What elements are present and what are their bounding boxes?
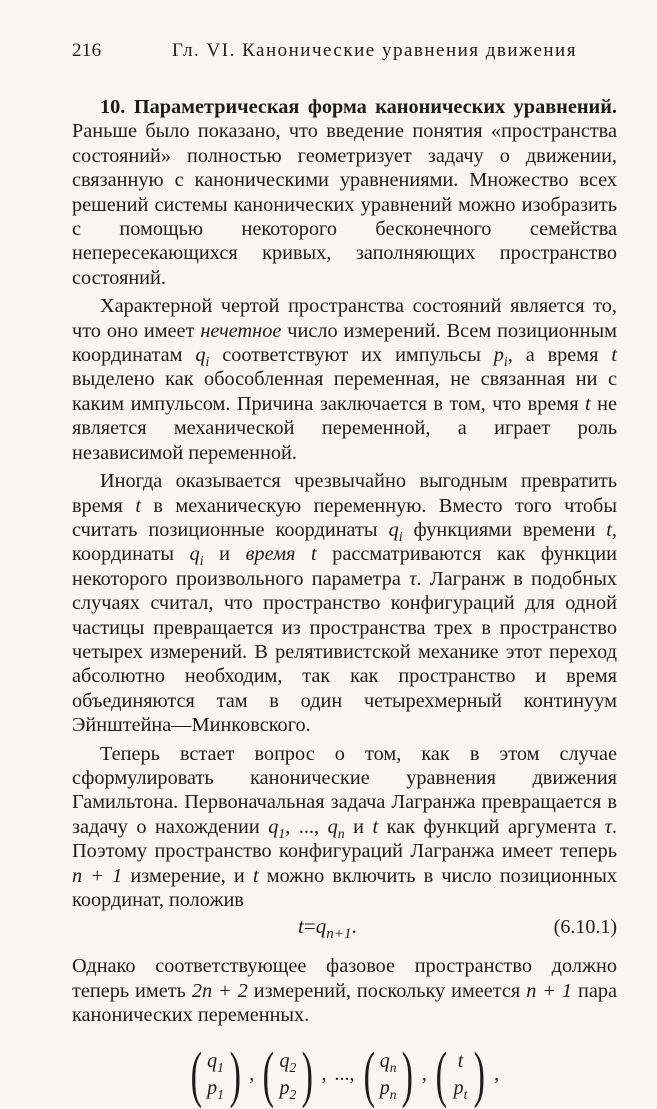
main-text bbox=[72, 95, 618, 1109]
math-p-i: $p_i$ bbox=[493, 344, 508, 370]
math-q-i: $q_i$ bbox=[189, 543, 204, 569]
canonical-pairs: ( $q_1$ $p_1$ ) , ( $q_2$ $p_2$ ) , ..., ( $q_n$ $p_n$ ) , ( t $p_t$ ) , bbox=[72, 1046, 617, 1104]
vector-q1-p1: ( $q_1$ $p_1$ ) bbox=[190, 1040, 241, 1109]
math-t: t bbox=[611, 344, 618, 367]
paragraph-1 bbox=[72, 95, 617, 290]
math-q-i: $q_i$ bbox=[388, 518, 403, 544]
vector-t-pt: ( t $p_t$ ) bbox=[435, 1040, 486, 1109]
emphasis-odd: нечетное bbox=[200, 319, 282, 342]
math-tau: τ bbox=[604, 815, 612, 838]
math-n-plus-1: n + 1 bbox=[72, 864, 123, 887]
emphasis-time: время bbox=[245, 543, 296, 566]
math-q-1: $q_1$ bbox=[268, 815, 286, 841]
paragraph-4: Теперь встает вопрос о том, как в этом случае сформулировать канонические уравнения движения Гамильтона. Первоначальная задача Лагранжа превращается в задачу о нахождении $q_1$, ..., $q_n$ и t как функций аргумента τ. Поэтому пространство конфигураций Лагранжа имеет теперь n + 1 измерение, и t можно включить в число позиционных координат, положив bbox=[72, 742, 617, 911]
math-t: t bbox=[372, 815, 379, 838]
math-t: t bbox=[135, 494, 141, 517]
vector-qn-pn: ( $q_n$ $p_n$ ) bbox=[363, 1040, 414, 1109]
paragraph-2: Характерной чертой пространства состояний является то, что оно имеет нечетное число измерений. Всем позиционным координатам $q_i$ соответствуют их импульсы $p_i$, а время t выделено как обособленная переменная, не связанная ни с каким импульсом. Причина заключается в том, что время t не является механической переменной, а играет роль независимой переменной. bbox=[72, 295, 618, 464]
running-title: Гл. VI. Канонические уравнения движения bbox=[172, 40, 577, 61]
math-q-i: $q_i$ bbox=[195, 344, 210, 370]
math-2n-plus-2: 2n + 2 bbox=[191, 979, 248, 1002]
math-n-plus-1: n + 1 bbox=[526, 979, 573, 1002]
section-heading: 10. Параметрическая форма канонических уравнений. bbox=[100, 96, 617, 118]
paragraph-1-text: Раньше было показано, что введение понятия «пространства состояний» полностью геометризует задачу о движении, связанную с каноническими уравнениями. Множество всех решений системы канонических уравнений можно изобразить с помощью некоторого бесконечного семейства непересекающихся кривых, заполняющих пространство состояний. bbox=[72, 120, 617, 289]
vector-q2-p2: ( $q_2$ $p_2$ ) bbox=[262, 1040, 313, 1109]
equation-number: (6.10.1) bbox=[553, 916, 617, 939]
math-t: t bbox=[252, 864, 259, 887]
math-t: t bbox=[311, 543, 317, 566]
math-tau: τ bbox=[409, 567, 417, 590]
equation-expression: $t=q_{n+1}$. bbox=[298, 914, 357, 943]
equation-6-10-1 bbox=[72, 914, 617, 944]
page-number: 216 bbox=[72, 40, 102, 61]
page bbox=[72, 40, 618, 1109]
paragraph-5: Однако соответствующее фазовое пространство должно теперь иметь 2n + 2 измерений, поскольку имеется n + 1 пара канонических переменных. bbox=[72, 955, 617, 1027]
math-q-n: $q_n$ bbox=[327, 815, 345, 841]
math-t: t bbox=[606, 518, 612, 541]
running-header bbox=[72, 40, 617, 70]
math-t: t bbox=[585, 392, 591, 415]
paragraph-3: Иногда оказывается чрезвычайно выгодным превратить время t в механическую переменную. Вместо того чтобы считать позиционные координаты $q_i$ функциями времени t, координаты $q_i$ и время t рассматриваются как функции некоторого произвольного параметра τ. Лагранж в подобных случаях считал, что пространство конфигураций для одной частицы превращается из пространства трех в пространство четырех измерений. В релятивистской механике этот переход абсолютно необходим, так как пространство и время объединяются там в один четырехмерный континуум Эйнштейна—Минковского. bbox=[72, 470, 617, 737]
